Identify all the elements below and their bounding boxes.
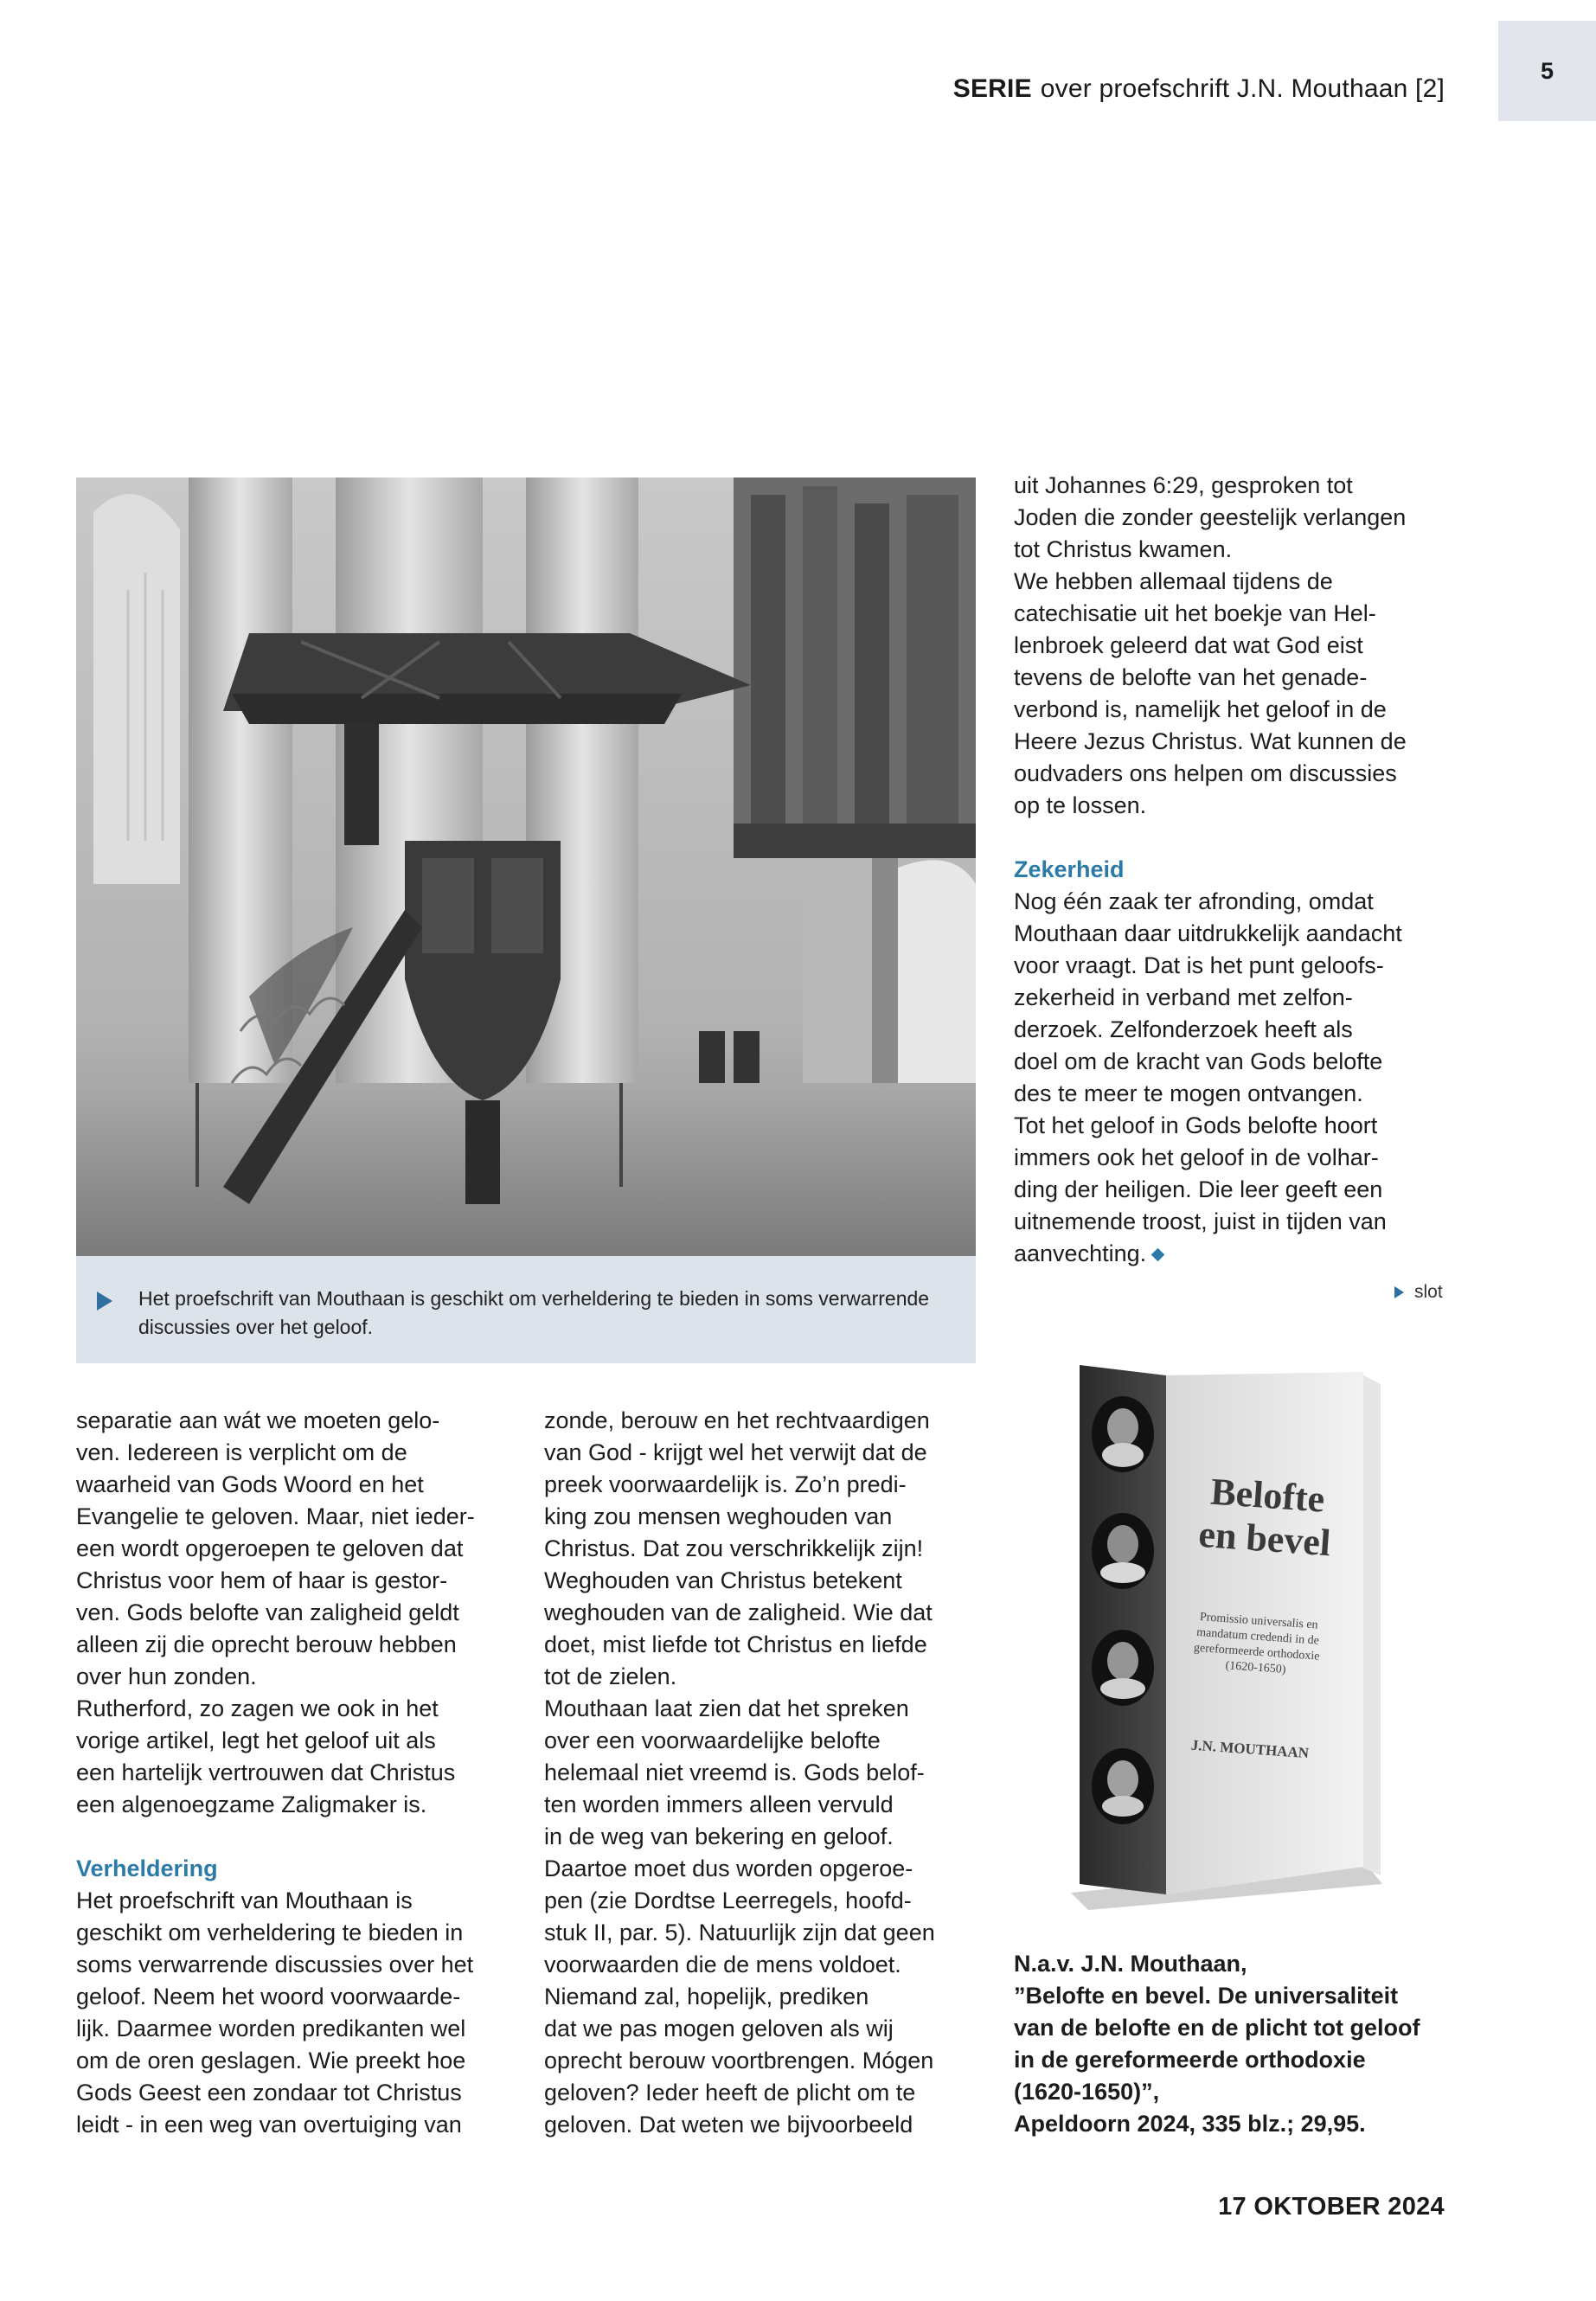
right-top-line-11: op te lossen.: [1014, 792, 1147, 818]
book-info-line-5: (1620-1650)”,: [1014, 2079, 1160, 2105]
left-column-text: [76, 1405, 517, 2141]
portrait-4: [1092, 1748, 1154, 1824]
series-label: SERIE: [952, 74, 1032, 103]
middle-column-text: [544, 1405, 985, 2141]
left-verheldering-line-2: geschikt om verheldering te bieden in: [76, 1920, 464, 1945]
middle-line-15: Daartoe moet dus worden opgeroe-: [544, 1856, 913, 1881]
right-zekerheid-line-3: voor vraagt. Dat is het punt geloofs-: [1014, 952, 1384, 978]
book-info: [1014, 1948, 1498, 2140]
left-verheldering-line-7: Gods Geest een zondaar tot Christus: [76, 2080, 462, 2106]
right-zekerheid-line-4: zekerheid in verband met zelfon-: [1014, 984, 1353, 1010]
book-subtitle-3: gereformeerde orthodoxie: [1193, 1641, 1320, 1663]
middle-line-19: Niemand zal, hopelijk, prediken: [544, 1984, 869, 2009]
book-info-line-6: Apeldoorn 2024, 335 blz.; 29,95.: [1014, 2111, 1366, 2137]
left-line-12: een hartelijk vertrouwen dat Christus: [76, 1759, 456, 1785]
middle-line-1: zonde, berouw en het rechtvaardigen: [544, 1407, 930, 1433]
middle-line-8: doet, mist liefde tot Christus en liefde: [544, 1631, 927, 1657]
book-info-line-1: N.a.v. J.N. Mouthaan,: [1014, 1951, 1247, 1977]
book-info-line-4: in de gereformeerde orthodoxie: [1014, 2047, 1366, 2073]
middle-line-7: weghouden van de zaligheid. Wie dat: [544, 1599, 933, 1625]
right-zekerheid-line-5: derzoek. Zelfonderzoek heeft als: [1014, 1016, 1353, 1042]
photo-caption: [97, 1285, 945, 1342]
running-header: [953, 74, 1445, 104]
middle-line-13: ten worden immers alleen vervuld: [544, 1791, 894, 1817]
left-line-6: Christus voor hem of haar is gestor-: [76, 1567, 448, 1593]
left-line-8: alleen zij die oprecht berouw hebben: [76, 1631, 457, 1657]
book-info-line-2: ”Belofte en bevel. De universaliteit: [1014, 1983, 1399, 2009]
right-top-line-6: lenbroek geleerd dat wat God eist: [1014, 632, 1363, 658]
right-top-line-7: tevens de belofte van het genade-: [1014, 664, 1368, 690]
left-line-4: Evangelie te geloven. Maar, niet ieder-: [76, 1503, 475, 1529]
page-number: 5: [1540, 57, 1554, 84]
left-verheldering-line-5: lijk. Daarmee worden predikanten wel: [76, 2016, 466, 2041]
caption-arrow-icon: [97, 1292, 112, 1311]
book-title-line-2: en bevel: [1197, 1512, 1332, 1565]
left-verheldering-line-1: Het proefschrift van Mouthaan is: [76, 1888, 413, 1913]
portrait-1: [1092, 1396, 1154, 1472]
right-column-text: [1014, 470, 1459, 1270]
portrait-2: [1092, 1513, 1154, 1589]
left-line-5: een wordt opgeroepen te geloven dat: [76, 1535, 464, 1561]
right-top-line-2: Joden die zonder geestelijk verlangen: [1014, 504, 1407, 530]
right-zekerheid-line-8: Tot het geloof in Gods belofte hoort: [1014, 1112, 1378, 1138]
book-info-line-3: van de belofte en de plicht tot geloof: [1014, 2015, 1420, 2041]
right-zekerheid-line-1: Nog één zaak ter afronding, omdat: [1014, 888, 1374, 914]
book-subtitle-1: Promissio universalis en: [1199, 1611, 1319, 1632]
left-verheldering-line-8: leidt - in een weg van overtuiging van: [76, 2112, 462, 2138]
middle-line-18: voorwaarden die de mens voldoet.: [544, 1952, 901, 1977]
right-zekerheid-line-2: Mouthaan daar uitdrukkelijk aandacht: [1014, 920, 1402, 946]
portrait-3: [1092, 1630, 1154, 1706]
end-marker: [1394, 1282, 1443, 1303]
middle-line-21: oprecht berouw voortbrengen. Mógen: [544, 2048, 934, 2073]
middle-line-17: stuk II, par. 5). Natuurlijk zijn dat geen: [544, 1920, 935, 1945]
middle-line-16: pen (zie Dordtse Leerregels, hoofd-: [544, 1888, 912, 1913]
middle-line-3: preek voorwaardelijk is. Zo’n predi-: [544, 1471, 907, 1497]
subhead-zekerheid: Zekerheid: [1014, 856, 1125, 882]
middle-line-5: Christus. Dat zou verschrikkelijk zijn!: [544, 1535, 924, 1561]
book-subtitle-2: mandatum credendi in de: [1195, 1625, 1320, 1648]
right-top-line-8: verbond is, namelijk het geloof in de: [1014, 696, 1387, 722]
middle-line-12: helemaal niet vreemd is. Gods belof-: [544, 1759, 925, 1785]
left-line-11: vorige artikel, legt het geloof uit als: [76, 1727, 436, 1753]
right-zekerheid-line-11: uitnemende troost, juist in tijden van: [1014, 1208, 1387, 1234]
book-title-line-1: Belofte: [1208, 1470, 1326, 1521]
middle-line-6: Weghouden van Christus betekent: [544, 1567, 902, 1593]
left-line-2: ven. Iedereen is verplicht om de: [76, 1439, 407, 1465]
series-title: over proefschrift J.N. Mouthaan [2]: [1040, 74, 1445, 103]
slot-label: slot: [1414, 1282, 1443, 1302]
middle-line-22: geloven? Ieder heeft de plicht om te: [544, 2080, 916, 2106]
middle-line-10: Mouthaan laat zien dat het spreken: [544, 1695, 909, 1721]
left-line-7: ven. Gods belofte van zaligheid geldt: [76, 1599, 459, 1625]
left-verheldering-line-3: soms verwarrende discussies over het: [76, 1952, 474, 1977]
left-line-9: over hun zonden.: [76, 1663, 257, 1689]
right-zekerheid-line-10: ding der heiligen. Die leer geeft een: [1014, 1176, 1383, 1202]
middle-line-23: geloven. Dat weten we bijvoorbeeld: [544, 2112, 913, 2138]
middle-line-9: tot de zielen.: [544, 1663, 677, 1689]
right-top-line-1: uit Johannes 6:29, gesproken tot: [1014, 472, 1353, 498]
left-line-13: een algenoegzame Zaligmaker is.: [76, 1791, 427, 1817]
right-zekerheid-line-9: immers ook het geloof in de volhar-: [1014, 1144, 1379, 1170]
left-line-3: waarheid van Gods Woord en het: [76, 1471, 424, 1497]
end-diamond-icon: [1151, 1248, 1165, 1262]
middle-line-4: king zou mensen weghouden van: [544, 1503, 893, 1529]
book-cover-image: [1054, 1365, 1400, 1910]
photo-panel: [76, 478, 976, 1363]
text-line-last: aanvechting.: [1014, 1238, 1459, 1270]
left-verheldering-line-4: geloof. Neem het woord voorwaarde-: [76, 1984, 461, 2009]
right-top-line-10: oudvaders ons helpen om discussies: [1014, 760, 1397, 786]
right-top-line-9: Heere Jezus Christus. Wat kunnen de: [1014, 728, 1407, 754]
left-verheldering-line-6: om de oren geslagen. Wie preekt hoe: [76, 2048, 466, 2073]
right-top-line-5: catechisatie uit het boekje van Hel-: [1014, 600, 1376, 626]
church-pulpit-photo: [76, 478, 976, 1256]
right-top-line-4: We hebben allemaal tijdens de: [1014, 568, 1333, 594]
slot-arrow-icon: [1394, 1286, 1404, 1298]
right-zekerheid-line-7: des te meer te mogen ontvangen.: [1014, 1080, 1363, 1106]
caption-text: Het proefschrift van Mouthaan is geschikt om verheldering te bieden in soms verwarrende discussies over het geloof.: [138, 1287, 930, 1338]
right-zekerheid-line-6: doel om de kracht van Gods belofte: [1014, 1048, 1383, 1074]
middle-line-20: dat we pas mogen geloven als wij: [544, 2016, 894, 2041]
subhead-verheldering: Verheldering: [76, 1856, 218, 1881]
left-line-10: Rutherford, zo zagen we ook in het: [76, 1695, 439, 1721]
book-cover-author: J.N. MOUTHAAN: [1190, 1736, 1310, 1762]
page-number-tab: [1498, 21, 1596, 121]
left-line-1: separatie aan wát we moeten gelo-: [76, 1407, 440, 1433]
footer-date: 17 OKTOBER 2024: [1218, 2193, 1445, 2221]
middle-line-11: over een voorwaardelijke belofte: [544, 1727, 881, 1753]
right-top-line-3: tot Christus kwamen.: [1014, 536, 1233, 562]
middle-line-14: in de weg van bekering en geloof.: [544, 1823, 894, 1849]
book-subtitle-4: (1620-1650): [1225, 1659, 1286, 1677]
middle-line-2: van God - krijgt wel het verwijt dat de: [544, 1439, 927, 1465]
